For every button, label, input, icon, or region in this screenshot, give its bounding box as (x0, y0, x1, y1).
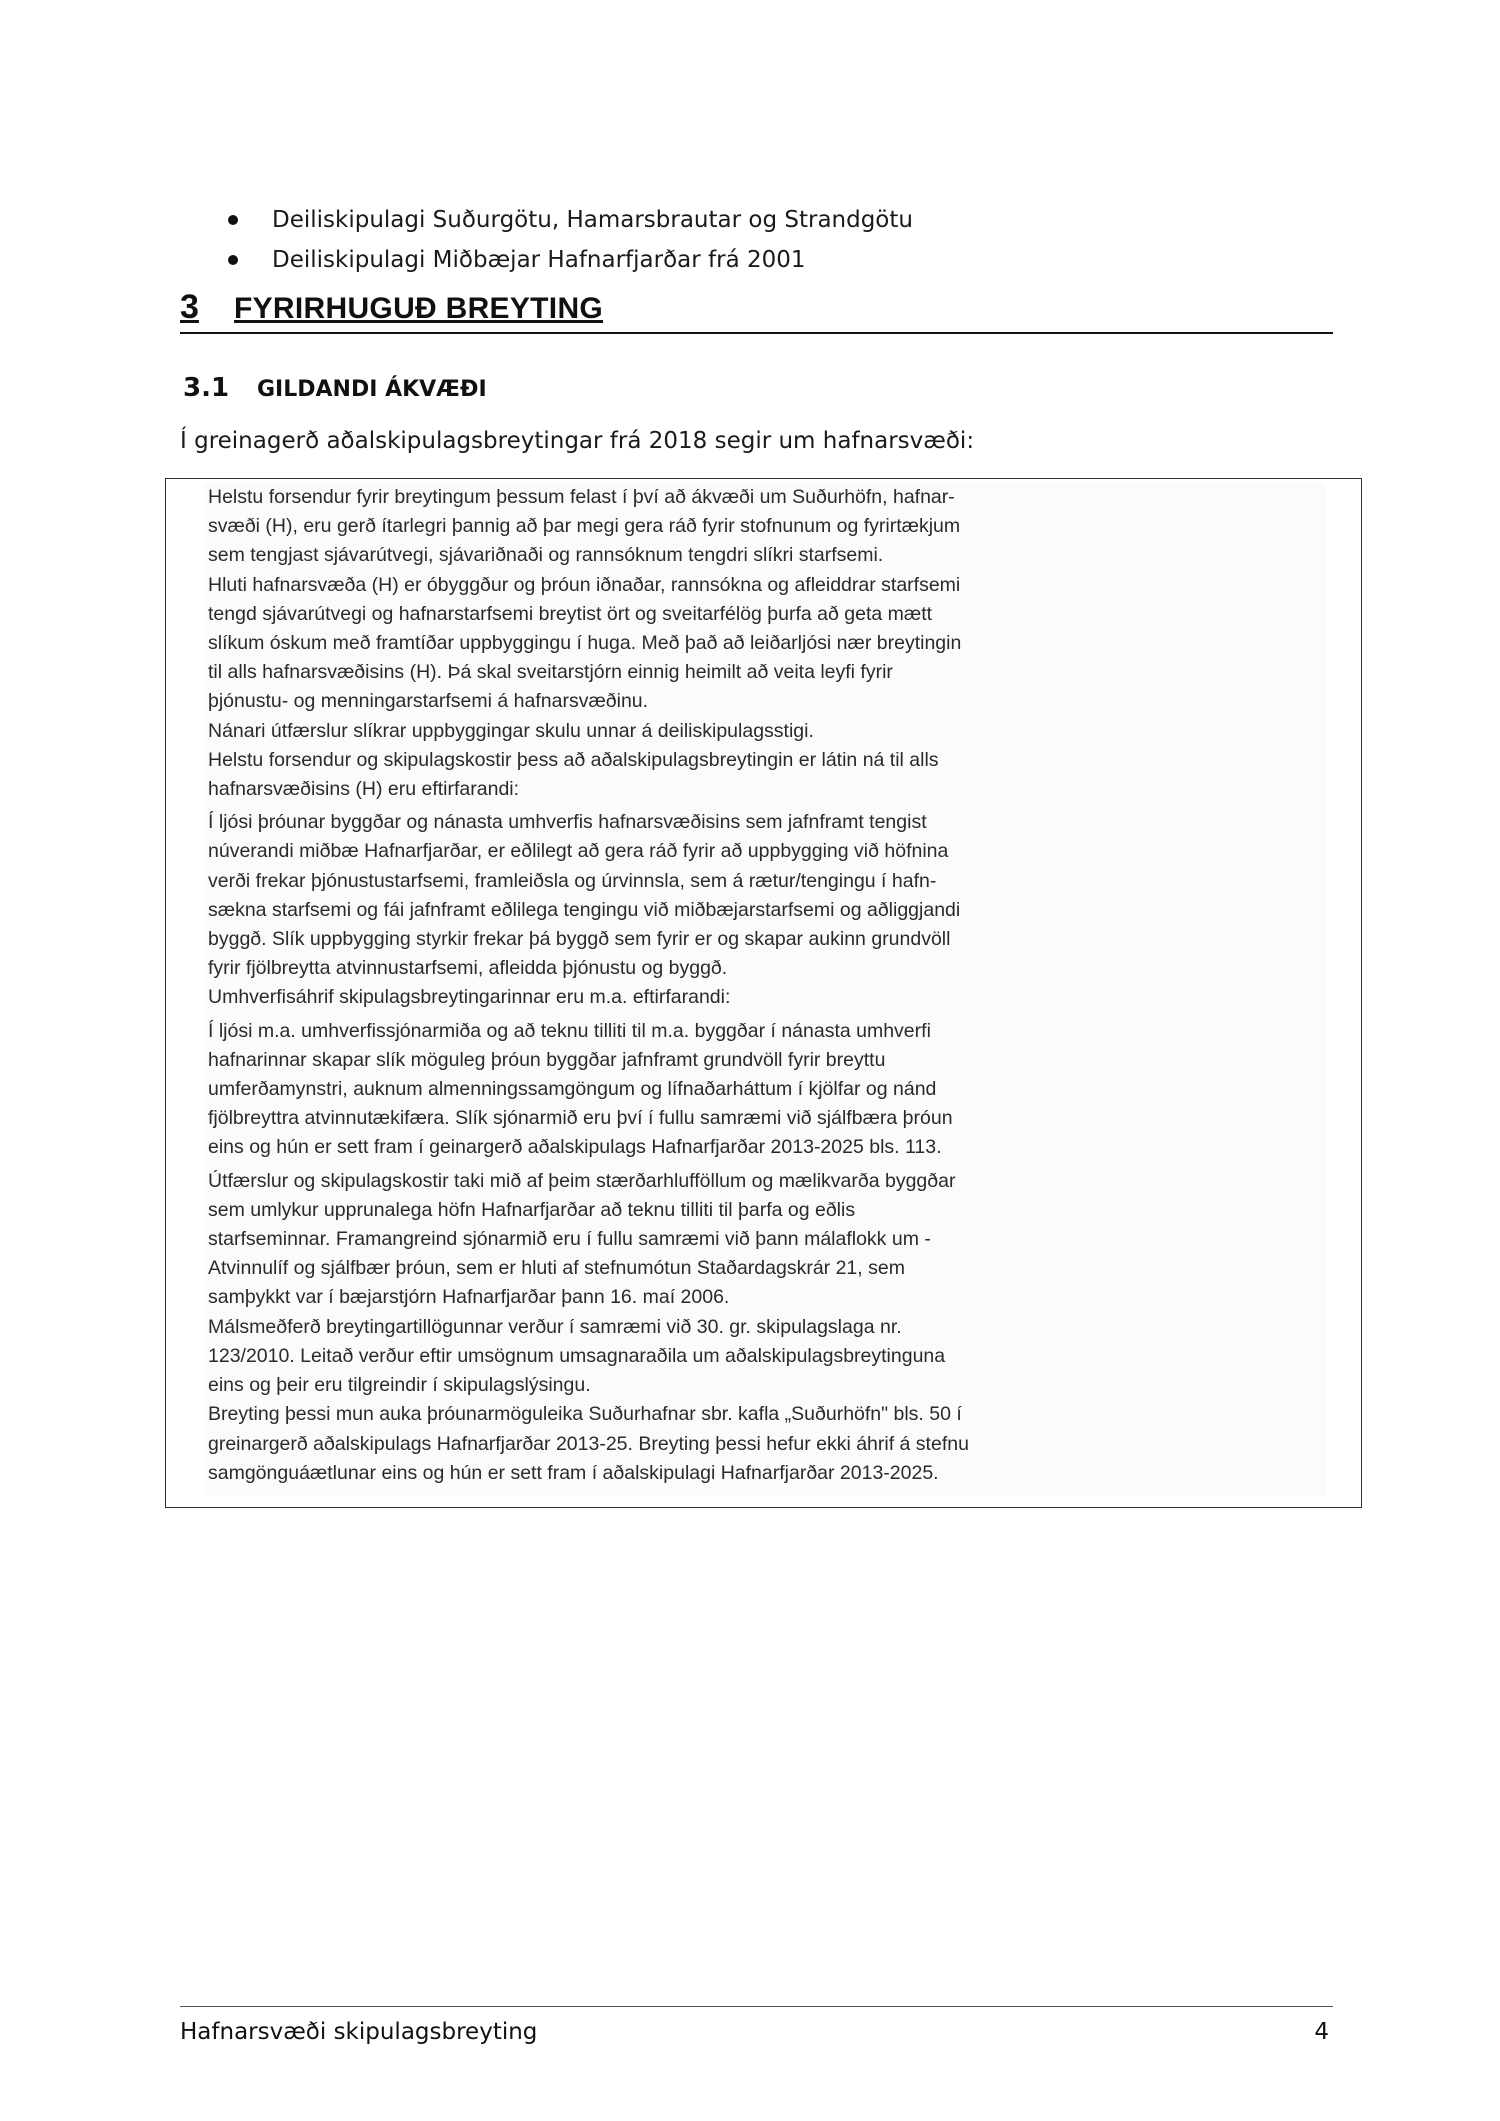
bullet-list (228, 200, 913, 280)
scan-line: Hluti hafnarsvæða (H) er óbyggður og þróun iðnaðar, rannsókna og afleiddrar starfsemi (208, 573, 961, 596)
scan-line: Í ljósi þróunar byggðar og nánasta umhverfis hafnarsvæðisins sem jafnframt tengist (208, 811, 927, 834)
scan-line: Útfærslur og skipulagskostir taki mið af þeim stærðarhlufföllum og mælikvarða byggðar (208, 1169, 956, 1192)
scan-line: Nánari útfærslur slíkrar uppbyggingar skulu unnar á deiliskipulagsstigi. (208, 719, 814, 742)
scan-line: Helstu forsendur og skipulagskostir þess að aðalskipulagsbreytingin er látin ná til alls (208, 748, 939, 771)
scan-line: sem umlykur upprunalega höfn Hafnarfjarðar að teknu tilliti til þarfa og eðlis (208, 1198, 856, 1221)
scan-line: Helstu forsendur fyrir breytingum þessum felast í því að ákvæði um Suðurhöfn, hafnar- (208, 486, 955, 508)
scan-line: umferðamynstri, auknum almenningssamgöngum og lífnaðarháttum í kjölfar og nánd (208, 1078, 937, 1101)
scan-line: Málsmeðferð breytingartillögunnar verður í samræmi við 30. gr. skipulagslaga nr. (208, 1315, 902, 1338)
scan-line: tengd sjávarútvegi og hafnarstarfsemi breytist ört og sveitarfélög þurfa að geta mætt (208, 602, 933, 625)
list-item (228, 240, 913, 280)
scan-line: greinargerð aðalskipulags Hafnarfjarðar 2013-25. Breyting þessi hefur ekki áhrif á stefnu (208, 1432, 969, 1455)
subsection-heading (183, 373, 487, 403)
scanned-excerpt (204, 483, 1326, 1495)
scan-line: slíkum óskum með framtíðar uppbyggingu í huga. Með það að leiðarljósi nær breytingin (208, 632, 962, 655)
subsection-title: GILDANDI ÁKVÆÐI (257, 377, 487, 402)
page-footer (180, 2006, 1333, 2045)
bullet-icon (228, 215, 238, 225)
scan-line: hafnarsvæðisins (H) eru eftirfarandi: (208, 778, 520, 801)
scan-line: núverandi miðbæ Hafnarfjarðar, er eðlilegt að gera ráð fyrir að uppbygging við höfnina (208, 840, 949, 863)
page-number: 4 (1314, 2019, 1329, 2045)
section-number: 3 (180, 288, 199, 326)
scan-line: eins og þeir eru tilgreindir í skipulagslýsingu. (208, 1374, 591, 1397)
scan-line: byggð. Slík uppbygging styrkir frekar þá byggð sem fyrir er og skapar aukinn grundvöll (208, 928, 951, 951)
subsection-number: 3.1 (183, 373, 230, 403)
scan-line: samgönguáætlunar eins og hún er sett fram í aðalskipulagi Hafnarfjarðar 2013-2025. (208, 1461, 939, 1484)
section-title: FYRIRHUGUÐ BREYTING (234, 292, 604, 325)
scan-line: sækna starfsemi og fái jafnframt eðlilega tengingu við miðbæjarstarfsemi og aðliggjandi (208, 898, 961, 921)
scan-line: Umhverfisáhrif skipulagsbreytingarinnar eru m.a. eftirfarandi: (208, 986, 731, 1009)
scan-line: svæði (H), eru gerð ítarlegri þannig að þar megi gera ráð fyrir stofnunum og fyrirtækjum (208, 515, 961, 538)
list-item-text: Deiliskipulagi Suðurgötu, Hamarsbrautar og Strandgötu (272, 207, 913, 233)
scan-line: samþykkt var í bæjarstjórn Hafnarfjarðar þann 16. maí 2006. (208, 1286, 730, 1309)
scan-line: Breyting þessi mun auka þróunarmöguleika Suðurhafnar sbr. kafla „Suðurhöfn" bls. 50 í (208, 1403, 962, 1426)
scan-line: Í ljósi m.a. umhverfissjónarmiða og að teknu tilliti til m.a. byggðar í nánasta umhverfi (208, 1019, 931, 1042)
bullet-icon (228, 255, 238, 265)
scan-line: verði frekar þjónustustarfsemi, framleiðsla og úrvinnsla, sem á rætur/tengingu í hafn- (208, 869, 937, 892)
scan-line: hafnarinnar skapar slík möguleg þróun byggðar jafnframt grundvöll fyrir breyttu (208, 1048, 886, 1071)
scan-line: þjónustu- og menningarstarfsemi á hafnarsvæðinu. (208, 690, 649, 713)
scan-line: fjölbreyttra atvinnutækifæra. Slík sjónarmið eru því í fullu samræmi við sjálfbæra þróun (208, 1107, 953, 1130)
scanned-excerpt-frame (165, 478, 1362, 1508)
list-item-text: Deiliskipulagi Miðbæjar Hafnarfjarðar frá 2001 (272, 247, 806, 273)
intro-paragraph: Í greinagerð aðalskipulagsbreytingar frá 2018 segir um hafnarsvæði: (180, 428, 975, 454)
section-heading (180, 288, 1333, 334)
scan-line: starfseminnar. Framangreind sjónarmið eru í fullu samræmi við þann málaflokk um - (208, 1228, 931, 1251)
scan-line: eins og hún er sett fram í geinargerð aðalskipulags Hafnarfjarðar 2013-2025 bls. 113. (208, 1136, 942, 1159)
scan-line: fyrir fjölbreytta atvinnustarfsemi, afleidda þjónustu og byggð. (208, 957, 728, 980)
scan-line: Atvinnulíf og sjálfbær þróun, sem er hluti af stefnumótun Staðardagskrár 21, sem (208, 1257, 905, 1280)
scan-line: 123/2010. Leitað verður eftir umsögnum umsagnaraðila um aðalskipulagsbreytinguna (208, 1344, 946, 1367)
scan-line: sem tengjast sjávarútvegi, sjávariðnaði og rannsóknum tengdri slíkri starfsemi. (208, 544, 884, 567)
scan-line: til alls hafnarsvæðisins (H). Þá skal sveitarstjórn einnig heimilt að veita leyfi fyrir (208, 661, 893, 684)
list-item (228, 200, 913, 240)
footer-title: Hafnarsvæði skipulagsbreyting (180, 2019, 538, 2045)
